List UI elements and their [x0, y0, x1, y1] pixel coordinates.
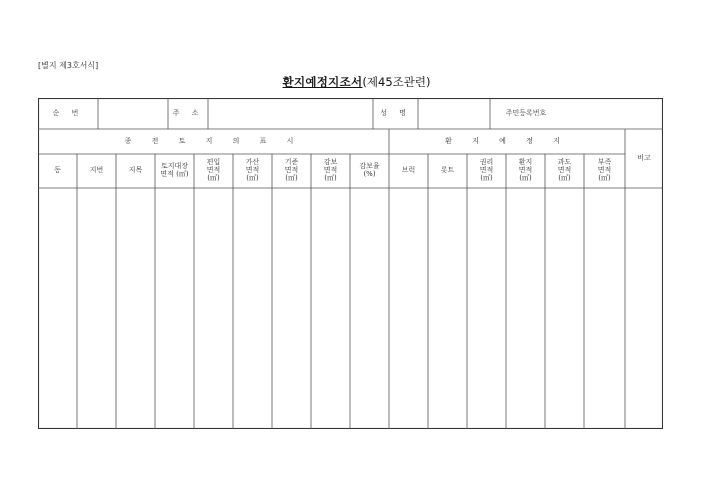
col-excess-line3: (㎡): [558, 173, 571, 182]
seq-label: 순 번: [52, 108, 84, 117]
col-deficit-line2: 면적: [597, 166, 612, 175]
col-incorporated-area: [194, 154, 233, 188]
col-rights-line3: (㎡): [480, 173, 493, 182]
col-reduction-rate-line1: 감보율: [359, 162, 380, 171]
address-label: 주 소: [172, 108, 204, 117]
original-land-header: 종 전 토 지 의 표 시: [124, 136, 303, 145]
col-added-area: [233, 154, 272, 188]
col-deficit-area: [584, 154, 625, 188]
col-reduction-area: [311, 154, 350, 188]
col-excess-area: [545, 154, 584, 188]
col-jimok: 지목: [128, 166, 143, 175]
col-standard-line2: 면적: [284, 166, 299, 175]
seq-field[interactable]: [98, 98, 168, 129]
resident-no-label: 주민등록번호: [505, 108, 547, 117]
col-ledger-area-line2: 면적 (㎡): [160, 170, 189, 178]
replot-header: 환 지 예 정 지: [445, 136, 569, 145]
col-incorporated-line2: 면적: [206, 166, 221, 175]
address-field[interactable]: [208, 98, 373, 129]
table-body[interactable]: [38, 188, 663, 429]
col-replot-area: [506, 154, 545, 188]
col-reduction-line2: 면적: [323, 166, 338, 175]
name-field[interactable]: [418, 98, 490, 129]
col-deficit-line3: (㎡): [598, 173, 611, 182]
col-excess-line1: 과도: [557, 158, 572, 167]
name-label: 성 명: [380, 108, 411, 117]
remarks-header: 비고: [637, 153, 651, 162]
resident-no-field[interactable]: [562, 98, 663, 129]
col-reduction-rate-line2: (%): [363, 170, 376, 178]
replot-form-table: [38, 98, 663, 429]
col-replot-area-line2: 면적: [518, 166, 533, 175]
col-excess-line2: 면적: [557, 166, 572, 175]
col-standard-line1: 기준: [284, 158, 299, 167]
col-replot-area-line1: 환지: [518, 158, 533, 167]
title-suffix: (제45조관련): [362, 75, 431, 89]
col-dong: 동: [54, 166, 61, 175]
col-incorporated-line3: (㎡): [207, 173, 220, 182]
page-title: [0, 74, 713, 90]
form-label: [별지 제3호서식]: [38, 61, 99, 70]
col-rights-line2: 면적: [479, 166, 494, 175]
col-replot-area-line3: (㎡): [519, 173, 532, 182]
col-deficit-line1: 부족: [597, 158, 612, 167]
col-reduction-rate: [350, 154, 389, 188]
col-rights-line1: 권리: [479, 158, 494, 167]
col-reduction-line3: (㎡): [324, 173, 337, 182]
col-jibeon: 지번: [89, 166, 104, 175]
col-ledger-area: [155, 154, 194, 188]
col-added-line1: 가산: [245, 158, 260, 167]
col-reduction-line1: 감보: [323, 158, 338, 167]
col-standard-area: [272, 154, 311, 188]
title-main: 환지예정지조서: [282, 75, 363, 89]
col-added-line3: (㎡): [246, 173, 259, 182]
col-lot: 롯트: [440, 166, 455, 175]
col-added-line2: 면적: [245, 166, 260, 175]
col-standard-line3: (㎡): [285, 173, 298, 182]
col-incorporated-line1: 편입: [206, 158, 221, 167]
col-rights-area: [467, 154, 506, 188]
col-block: 브럭: [401, 166, 416, 175]
col-ledger-area-line1: 토지대장: [160, 162, 189, 171]
